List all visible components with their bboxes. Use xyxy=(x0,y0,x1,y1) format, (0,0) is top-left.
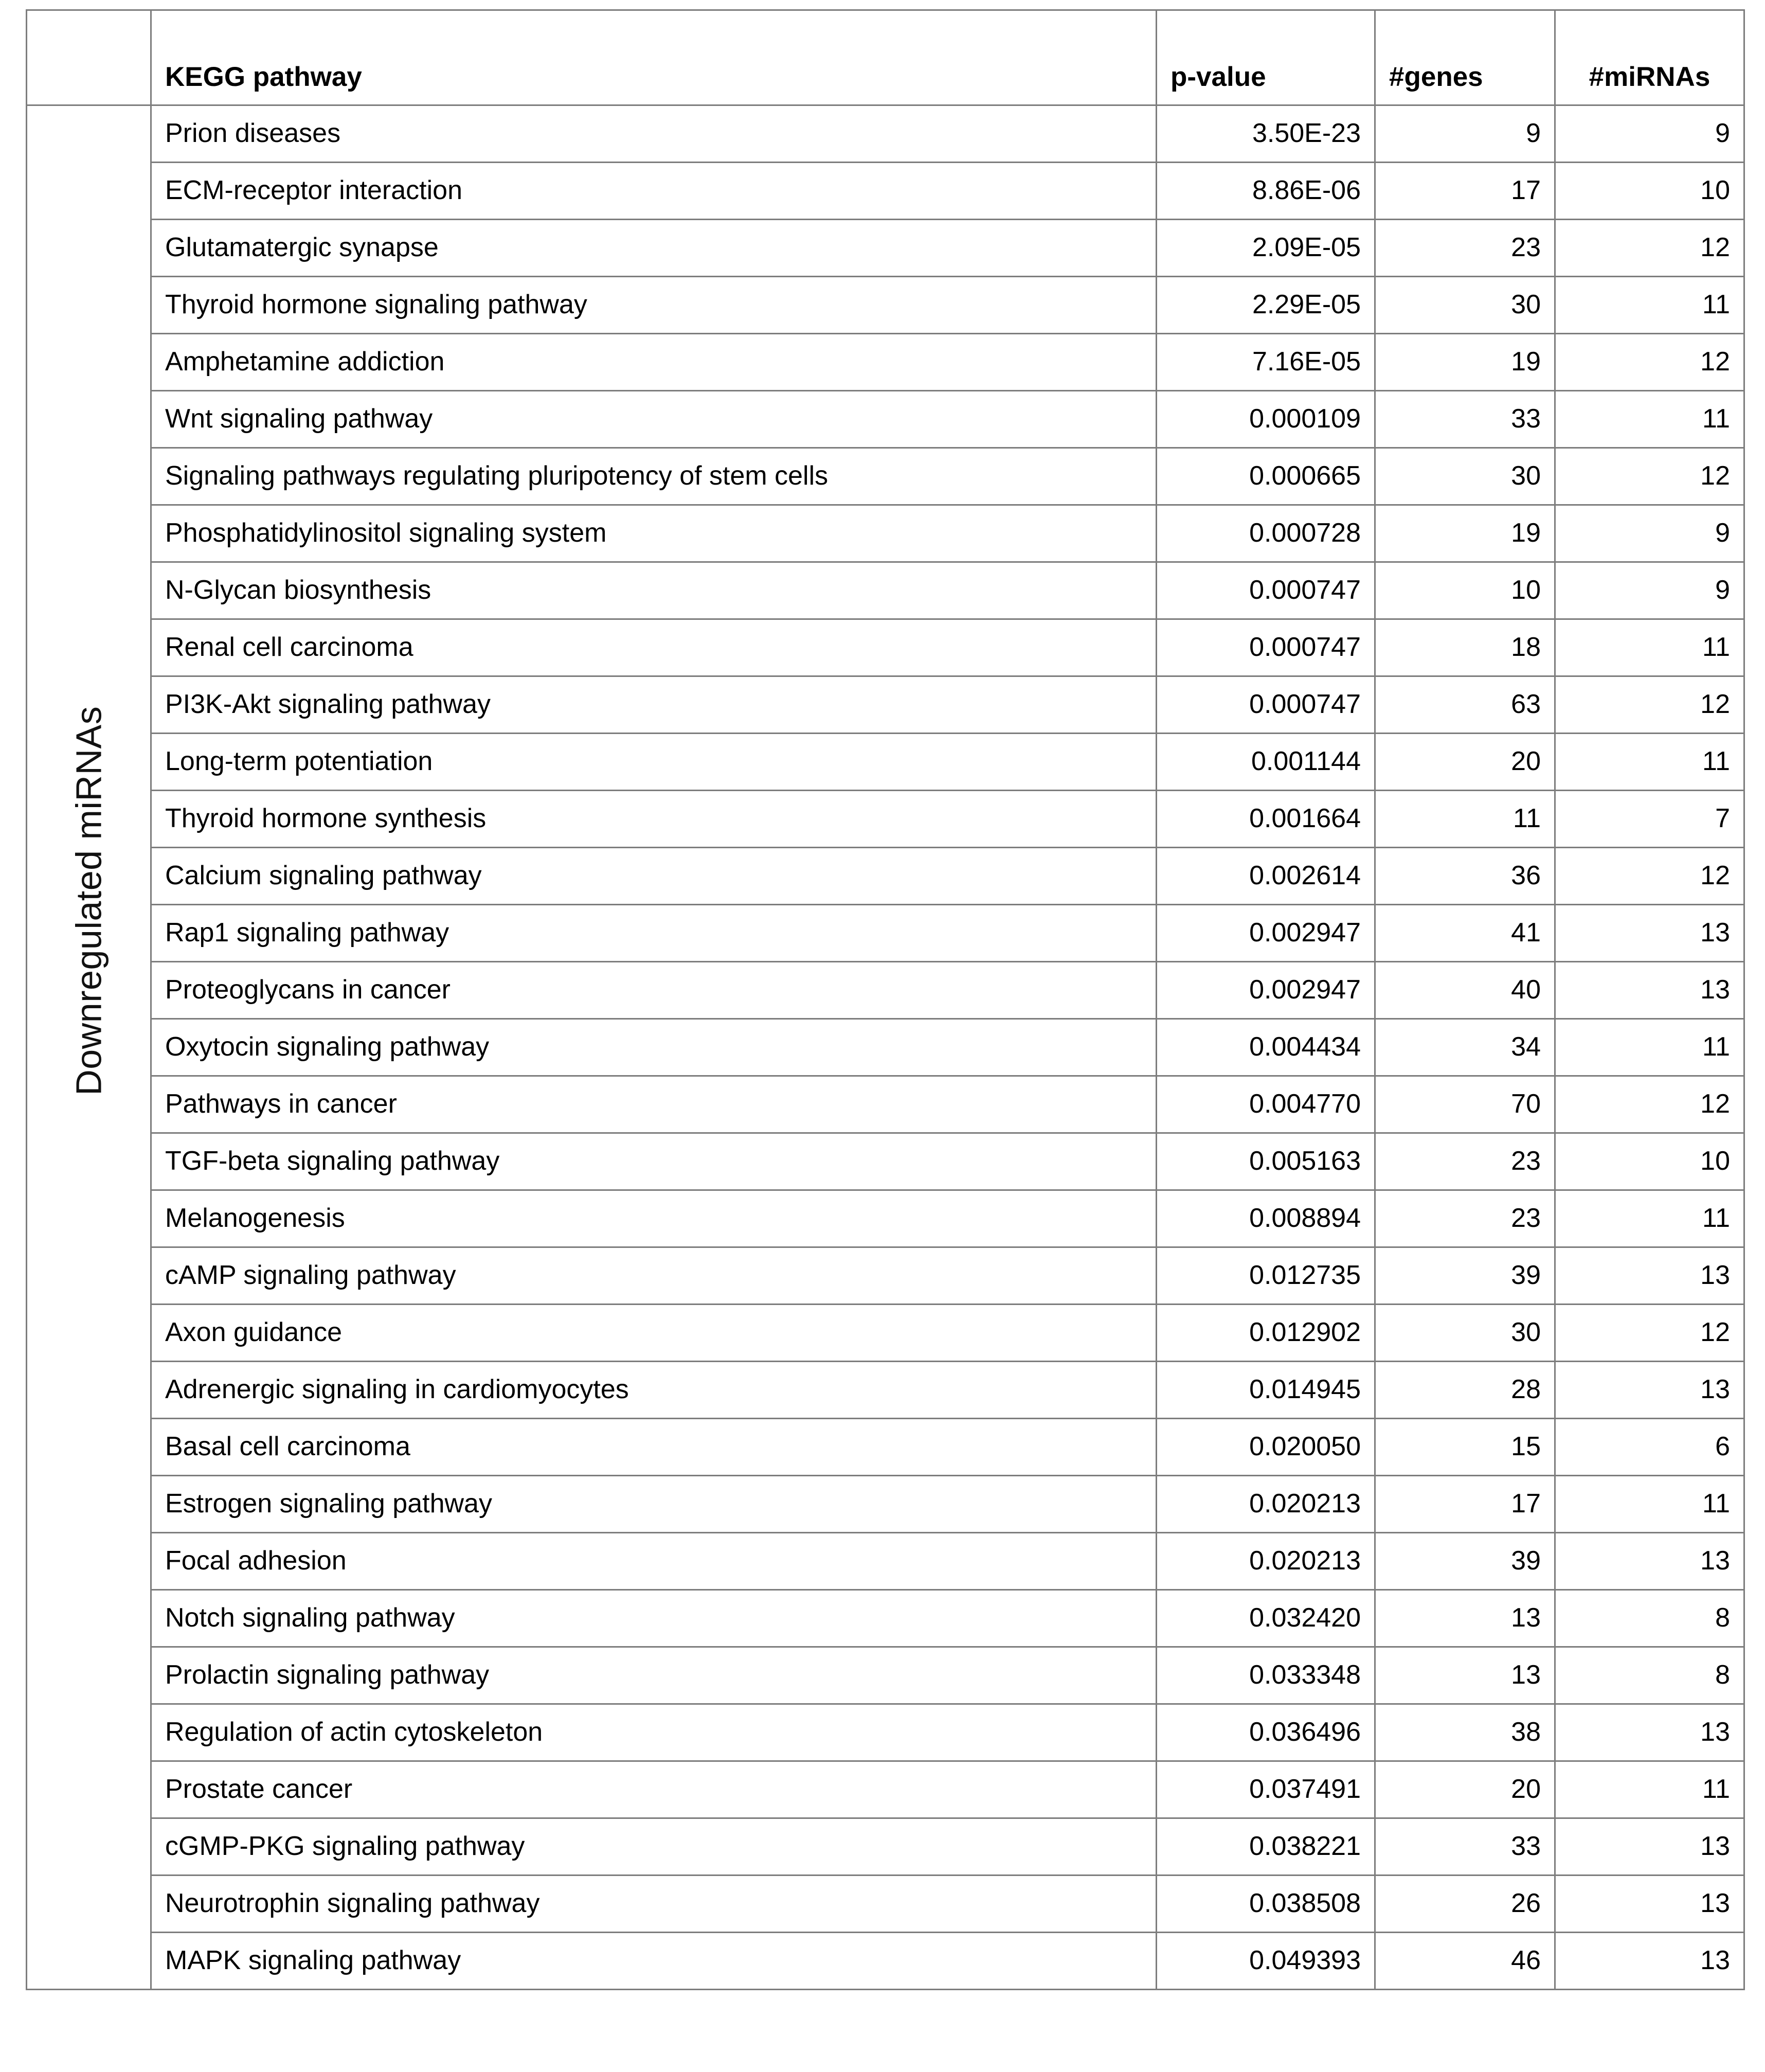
cell-pvalue: 0.002947 xyxy=(1157,905,1375,962)
cell-mirnas: 12 xyxy=(1555,334,1744,391)
cell-mirnas: 11 xyxy=(1555,1476,1744,1533)
table-row xyxy=(27,905,1744,962)
cell-pathway: MAPK signaling pathway xyxy=(151,1933,1157,1990)
cell-genes: 11 xyxy=(1375,791,1555,848)
cell-pathway: Estrogen signaling pathway xyxy=(151,1476,1157,1533)
cell-genes: 26 xyxy=(1375,1875,1555,1933)
cell-pvalue: 0.037491 xyxy=(1157,1761,1375,1818)
cell-pathway: Prostate cancer xyxy=(151,1761,1157,1818)
kegg-pathway-table xyxy=(26,9,1745,1990)
cell-pathway: Proteoglycans in cancer xyxy=(151,962,1157,1019)
cell-pvalue: 0.038221 xyxy=(1157,1818,1375,1875)
table-row xyxy=(27,1875,1744,1933)
table-body xyxy=(27,105,1744,1990)
cell-pathway: Amphetamine addiction xyxy=(151,334,1157,391)
cell-mirnas: 13 xyxy=(1555,962,1744,1019)
cell-genes: 28 xyxy=(1375,1362,1555,1419)
cell-genes: 39 xyxy=(1375,1533,1555,1590)
table-row xyxy=(27,791,1744,848)
cell-mirnas: 7 xyxy=(1555,791,1744,848)
cell-mirnas: 13 xyxy=(1555,1704,1744,1761)
cell-pvalue: 0.020213 xyxy=(1157,1476,1375,1533)
cell-genes: 46 xyxy=(1375,1933,1555,1990)
cell-pvalue: 0.000747 xyxy=(1157,619,1375,676)
table-row xyxy=(27,1247,1744,1305)
cell-mirnas: 10 xyxy=(1555,163,1744,220)
cell-genes: 23 xyxy=(1375,1190,1555,1247)
table-header-row xyxy=(27,10,1744,105)
cell-pvalue: 0.038508 xyxy=(1157,1875,1375,1933)
table-row xyxy=(27,848,1744,905)
cell-pathway: Long-term potentiation xyxy=(151,734,1157,791)
cell-pathway: Calcium signaling pathway xyxy=(151,848,1157,905)
table-row xyxy=(27,1590,1744,1647)
cell-pathway: Neurotrophin signaling pathway xyxy=(151,1875,1157,1933)
cell-pathway: Rap1 signaling pathway xyxy=(151,905,1157,962)
cell-mirnas: 9 xyxy=(1555,105,1744,163)
column-header-genes: #genes xyxy=(1375,10,1555,105)
table-row xyxy=(27,277,1744,334)
cell-pvalue: 2.29E-05 xyxy=(1157,277,1375,334)
cell-mirnas: 13 xyxy=(1555,1875,1744,1933)
cell-pvalue: 0.000728 xyxy=(1157,505,1375,562)
cell-pvalue: 0.020213 xyxy=(1157,1533,1375,1590)
cell-mirnas: 8 xyxy=(1555,1647,1744,1704)
cell-mirnas: 10 xyxy=(1555,1133,1744,1190)
cell-pathway: PI3K-Akt signaling pathway xyxy=(151,676,1157,734)
cell-mirnas: 13 xyxy=(1555,1247,1744,1305)
cell-pvalue: 0.014945 xyxy=(1157,1362,1375,1419)
cell-mirnas: 12 xyxy=(1555,448,1744,505)
cell-mirnas: 6 xyxy=(1555,1419,1744,1476)
cell-mirnas: 12 xyxy=(1555,1076,1744,1133)
table-row xyxy=(27,1133,1744,1190)
table-row xyxy=(27,334,1744,391)
cell-genes: 17 xyxy=(1375,163,1555,220)
cell-pathway: Adrenergic signaling in cardiomyocytes xyxy=(151,1362,1157,1419)
column-header-pathway: KEGG pathway xyxy=(151,10,1157,105)
cell-pathway: Phosphatidylinositol signaling system xyxy=(151,505,1157,562)
cell-mirnas: 11 xyxy=(1555,1761,1744,1818)
cell-pathway: Axon guidance xyxy=(151,1305,1157,1362)
cell-mirnas: 8 xyxy=(1555,1590,1744,1647)
cell-pathway: Thyroid hormone signaling pathway xyxy=(151,277,1157,334)
cell-pvalue: 0.005163 xyxy=(1157,1133,1375,1190)
table-row xyxy=(27,1476,1744,1533)
cell-pathway: Wnt signaling pathway xyxy=(151,391,1157,448)
cell-pathway: Signaling pathways regulating pluripotency of stem cells xyxy=(151,448,1157,505)
table-row xyxy=(27,1704,1744,1761)
cell-mirnas: 13 xyxy=(1555,1362,1744,1419)
cell-genes: 33 xyxy=(1375,391,1555,448)
cell-genes: 39 xyxy=(1375,1247,1555,1305)
cell-pathway: ECM-receptor interaction xyxy=(151,163,1157,220)
cell-genes: 19 xyxy=(1375,334,1555,391)
cell-pvalue: 8.86E-06 xyxy=(1157,163,1375,220)
cell-genes: 33 xyxy=(1375,1818,1555,1875)
table-row xyxy=(27,1419,1744,1476)
cell-pvalue: 0.033348 xyxy=(1157,1647,1375,1704)
table-row xyxy=(27,1019,1744,1076)
table-row xyxy=(27,105,1744,163)
cell-mirnas: 13 xyxy=(1555,1818,1744,1875)
cell-pvalue: 3.50E-23 xyxy=(1157,105,1375,163)
cell-pathway: Prolactin signaling pathway xyxy=(151,1647,1157,1704)
table-row xyxy=(27,505,1744,562)
cell-genes: 34 xyxy=(1375,1019,1555,1076)
cell-genes: 18 xyxy=(1375,619,1555,676)
cell-mirnas: 13 xyxy=(1555,905,1744,962)
cell-pathway: TGF-beta signaling pathway xyxy=(151,1133,1157,1190)
cell-genes: 38 xyxy=(1375,1704,1555,1761)
table-row xyxy=(27,1076,1744,1133)
cell-genes: 17 xyxy=(1375,1476,1555,1533)
cell-pvalue: 7.16E-05 xyxy=(1157,334,1375,391)
cell-genes: 30 xyxy=(1375,1305,1555,1362)
cell-genes: 20 xyxy=(1375,1761,1555,1818)
cell-pvalue: 0.020050 xyxy=(1157,1419,1375,1476)
cell-pathway: Renal cell carcinoma xyxy=(151,619,1157,676)
cell-mirnas: 13 xyxy=(1555,1533,1744,1590)
cell-genes: 70 xyxy=(1375,1076,1555,1133)
cell-mirnas: 9 xyxy=(1555,505,1744,562)
cell-genes: 15 xyxy=(1375,1419,1555,1476)
table-row xyxy=(27,562,1744,619)
table-row xyxy=(27,1818,1744,1875)
kegg-pathway-table-container xyxy=(26,9,1743,1990)
cell-pathway: Notch signaling pathway xyxy=(151,1590,1157,1647)
cell-pvalue: 0.000665 xyxy=(1157,448,1375,505)
cell-genes: 36 xyxy=(1375,848,1555,905)
table-row xyxy=(27,676,1744,734)
cell-genes: 30 xyxy=(1375,277,1555,334)
cell-pvalue: 0.002947 xyxy=(1157,962,1375,1019)
cell-pathway: Glutamatergic synapse xyxy=(151,220,1157,277)
cell-pathway: Pathways in cancer xyxy=(151,1076,1157,1133)
cell-pathway: cGMP-PKG signaling pathway xyxy=(151,1818,1157,1875)
cell-pvalue: 0.049393 xyxy=(1157,1933,1375,1990)
cell-pvalue: 0.012902 xyxy=(1157,1305,1375,1362)
table-row xyxy=(27,734,1744,791)
cell-pvalue: 0.000747 xyxy=(1157,562,1375,619)
cell-pathway: Focal adhesion xyxy=(151,1533,1157,1590)
cell-pvalue: 0.008894 xyxy=(1157,1190,1375,1247)
header-corner-blank xyxy=(27,10,151,105)
cell-pvalue: 2.09E-05 xyxy=(1157,220,1375,277)
cell-pvalue: 0.001664 xyxy=(1157,791,1375,848)
cell-mirnas: 12 xyxy=(1555,676,1744,734)
cell-pathway: Thyroid hormone synthesis xyxy=(151,791,1157,848)
table-row xyxy=(27,1305,1744,1362)
table-row xyxy=(27,391,1744,448)
table-row xyxy=(27,619,1744,676)
cell-pathway: cAMP signaling pathway xyxy=(151,1247,1157,1305)
cell-mirnas: 12 xyxy=(1555,220,1744,277)
cell-genes: 13 xyxy=(1375,1590,1555,1647)
cell-mirnas: 9 xyxy=(1555,562,1744,619)
column-header-mirnas: #miRNAs xyxy=(1555,10,1744,105)
cell-pvalue: 0.002614 xyxy=(1157,848,1375,905)
cell-genes: 13 xyxy=(1375,1647,1555,1704)
table-row xyxy=(27,220,1744,277)
table-header xyxy=(27,10,1744,105)
cell-pathway: N-Glycan biosynthesis xyxy=(151,562,1157,619)
table-row xyxy=(27,1647,1744,1704)
cell-pathway: Oxytocin signaling pathway xyxy=(151,1019,1157,1076)
cell-genes: 19 xyxy=(1375,505,1555,562)
cell-genes: 30 xyxy=(1375,448,1555,505)
cell-mirnas: 12 xyxy=(1555,848,1744,905)
cell-mirnas: 11 xyxy=(1555,391,1744,448)
cell-genes: 63 xyxy=(1375,676,1555,734)
cell-mirnas: 11 xyxy=(1555,277,1744,334)
cell-pvalue: 0.004434 xyxy=(1157,1019,1375,1076)
cell-pvalue: 0.000747 xyxy=(1157,676,1375,734)
cell-genes: 20 xyxy=(1375,734,1555,791)
cell-pathway: Prion diseases xyxy=(151,105,1157,163)
table-row xyxy=(27,1190,1744,1247)
table-row xyxy=(27,1362,1744,1419)
cell-pvalue: 0.004770 xyxy=(1157,1076,1375,1133)
cell-pvalue: 0.000109 xyxy=(1157,391,1375,448)
cell-mirnas: 11 xyxy=(1555,1019,1744,1076)
cell-mirnas: 11 xyxy=(1555,1190,1744,1247)
cell-pvalue: 0.001144 xyxy=(1157,734,1375,791)
cell-pvalue: 0.032420 xyxy=(1157,1590,1375,1647)
cell-genes: 10 xyxy=(1375,562,1555,619)
table-row xyxy=(27,962,1744,1019)
cell-mirnas: 11 xyxy=(1555,734,1744,791)
cell-genes: 23 xyxy=(1375,220,1555,277)
cell-genes: 9 xyxy=(1375,105,1555,163)
cell-mirnas: 11 xyxy=(1555,619,1744,676)
table-row xyxy=(27,1761,1744,1818)
cell-pathway: Regulation of actin cytoskeleton xyxy=(151,1704,1157,1761)
table-row xyxy=(27,163,1744,220)
cell-mirnas: 13 xyxy=(1555,1933,1744,1990)
table-row xyxy=(27,1933,1744,1990)
cell-pathway: Melanogenesis xyxy=(151,1190,1157,1247)
table-row xyxy=(27,448,1744,505)
cell-genes: 40 xyxy=(1375,962,1555,1019)
cell-genes: 23 xyxy=(1375,1133,1555,1190)
cell-genes: 41 xyxy=(1375,905,1555,962)
side-panel-downregulated-mirnas xyxy=(27,105,151,1990)
table-row xyxy=(27,1533,1744,1590)
cell-mirnas: 12 xyxy=(1555,1305,1744,1362)
cell-pvalue: 0.012735 xyxy=(1157,1247,1375,1305)
cell-pathway: Basal cell carcinoma xyxy=(151,1419,1157,1476)
side-panel-label: Downregulated miRNAs xyxy=(68,706,109,1096)
cell-pvalue: 0.036496 xyxy=(1157,1704,1375,1761)
column-header-pvalue: p-value xyxy=(1157,10,1375,105)
